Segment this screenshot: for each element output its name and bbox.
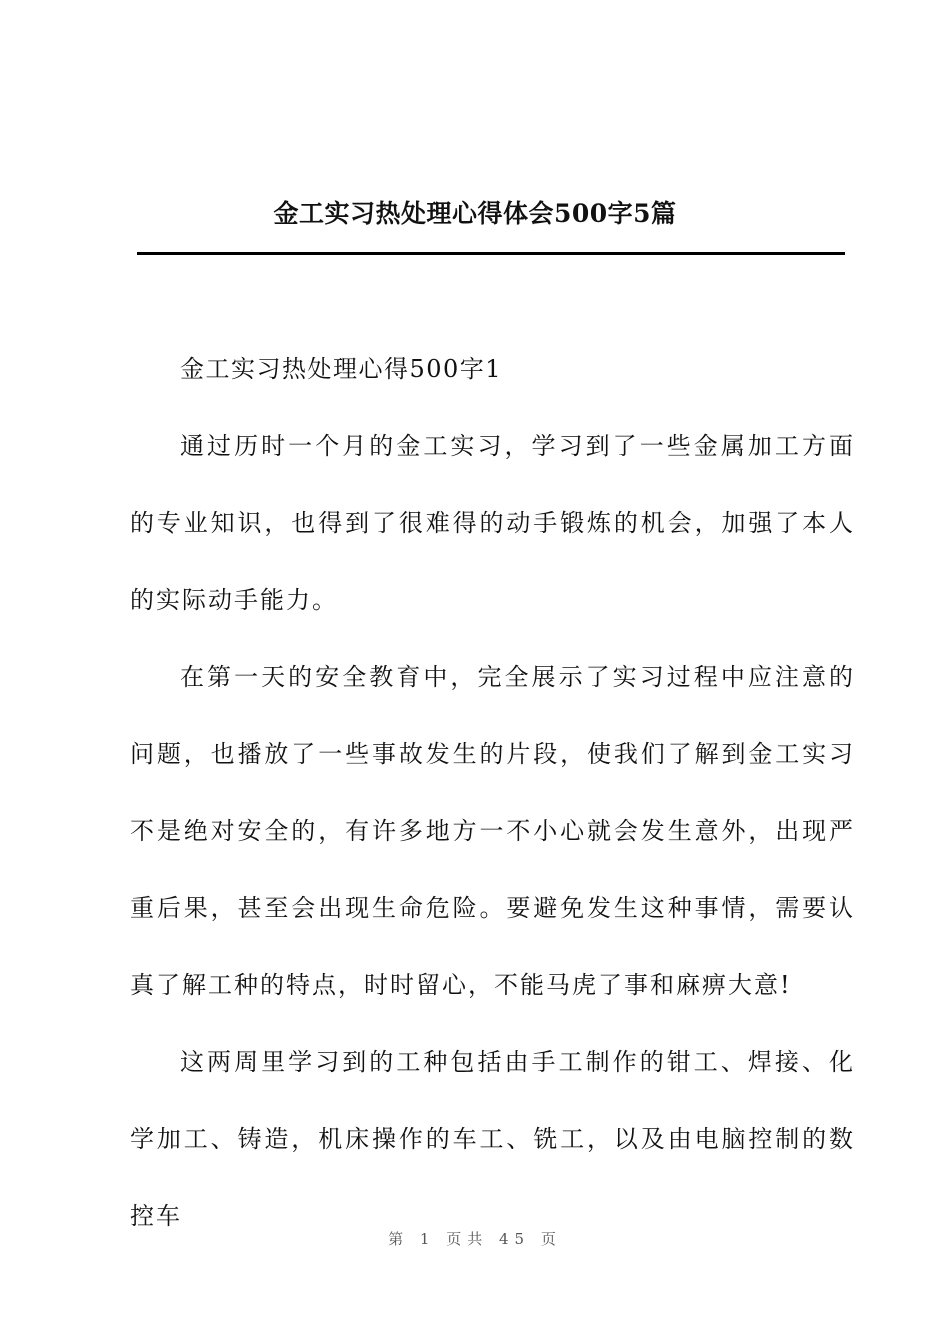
paragraph-1: 通过历时一个月的金工实习，学习到了一些金属加工方面的专业知识，也得到了很难得的动手锻炼的机会，加强了本人的实际动手能力。 [130,432,855,614]
title-underline [137,252,845,255]
footer-current-page: 1 [419,1230,436,1248]
document-body [130,331,855,1255]
footer-suffix: 页 [540,1230,562,1248]
page-footer [0,1228,950,1250]
paragraph-2: 在第一天的安全教育中，完全展示了实习过程中应注意的问题，也播放了一些事故发生的片段，使我们了解到金工实习不是绝对安全的，有许多地方一不小心就会发生意外，出现严重后果，甚至会出现生命危险。要避免发生这种事情，需要认真了解工种的特点，时时留心，不能马虎了事和麻痹大意! [130,663,855,999]
section-heading: 金工实习热处理心得500字1 [180,355,503,383]
footer-middle: 页共 [446,1230,489,1248]
paragraph-3: 这两周里学习到的工种包括由手工制作的钳工、焊接、化学加工、铸造，机床操作的车工、铣工，以及由电脑控制的数控车 [130,1048,855,1230]
document-title: 金工实习热处理心得体会500字5篇 [273,199,677,228]
footer-prefix: 第 [388,1230,410,1248]
footer-total-pages: 45 [499,1230,531,1248]
